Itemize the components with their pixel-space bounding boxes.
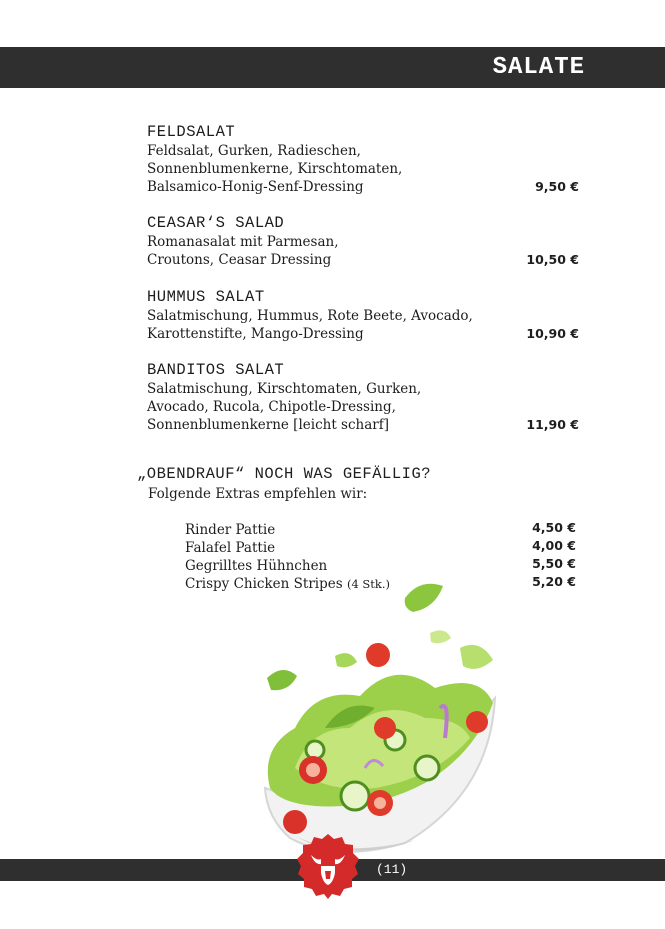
extra-item <box>185 519 576 537</box>
lettuce-leaf <box>460 645 493 669</box>
tomato <box>283 810 307 834</box>
extra-item <box>185 555 576 573</box>
menu-item-banditos-salat <box>147 361 579 434</box>
menu-item-feldsalat <box>147 123 579 196</box>
bull-face <box>325 871 331 879</box>
dish-description-line: Croutons, Ceasar Dressing <box>147 252 332 268</box>
extra-note: (4 Stk.) <box>346 577 391 591</box>
cucumber-slice <box>415 756 439 780</box>
tomato <box>466 711 488 733</box>
salad-bowl-illustration <box>255 578 505 858</box>
page-title: SALATE <box>492 54 585 81</box>
tomato-seeds <box>374 797 386 809</box>
dish-description-line: Sonnenblumenkerne, Kirschtomaten, <box>147 161 403 177</box>
extra-price: 5,50 € <box>532 556 576 571</box>
dish-description-line: Balsamico-Honig-Senf-Dressing <box>147 179 364 195</box>
dish-price: 11,90 € <box>526 417 579 432</box>
menu-item-ceasars-salad <box>147 214 579 269</box>
header-bar <box>0 47 665 88</box>
dish-description-line: Romanasalat mit Parmesan, <box>147 234 339 250</box>
dish-description-line: Feldsalat, Gurken, Radieschen, <box>147 143 361 159</box>
extra-name: Rinder Pattie <box>185 522 276 538</box>
dish-name: FELDSALAT <box>147 123 236 141</box>
dish-description-line: Avocado, Rucola, Chipotle-Dressing, <box>147 399 396 415</box>
extras-intro: Folgende Extras empfehlen wir: <box>148 486 368 502</box>
dish-description-line: Salatmischung, Hummus, Rote Beete, Avocado, <box>147 308 473 324</box>
extra-item <box>185 537 576 555</box>
extra-name: Crispy Chicken Stripes <box>185 576 347 592</box>
dish-description-line: Karottenstifte, Mango-Dressing <box>147 326 364 342</box>
lettuce-leaf <box>267 670 297 690</box>
page-number: (11) <box>376 862 408 877</box>
dish-name: HUMMUS SALAT <box>147 288 265 306</box>
extra-price: 4,50 € <box>532 520 576 535</box>
extra-name: Gegrilltes Hühnchen <box>185 558 328 574</box>
menu-item-hummus-salat <box>147 288 579 343</box>
extra-price: 4,00 € <box>532 538 576 553</box>
dish-description-line: Salatmischung, Kirschtomaten, Gurken, <box>147 381 422 397</box>
dish-price: 10,90 € <box>526 326 579 341</box>
lettuce-leaf <box>430 630 451 643</box>
brand-logo-icon <box>297 833 359 899</box>
tomato-seeds <box>306 763 320 777</box>
lettuce-leaf <box>405 584 443 612</box>
cucumber-slice <box>341 782 369 810</box>
dish-name: BANDITOS SALAT <box>147 361 285 379</box>
tomato <box>366 643 390 667</box>
extra-name: Falafel Pattie <box>185 540 276 556</box>
dish-price: 10,50 € <box>526 252 579 267</box>
dish-name: CEASAR‘S SALAD <box>147 214 285 232</box>
dish-price: 9,50 € <box>535 179 579 194</box>
lettuce-leaf <box>335 653 357 667</box>
extra-price: 5,20 € <box>532 574 576 589</box>
extras-heading: „OBENDRAUF“ NOCH WAS GEFÄLLIG? <box>137 465 432 483</box>
tomato <box>374 717 396 739</box>
dish-description-line: Sonnenblumenkerne [leicht scharf] <box>147 417 389 433</box>
